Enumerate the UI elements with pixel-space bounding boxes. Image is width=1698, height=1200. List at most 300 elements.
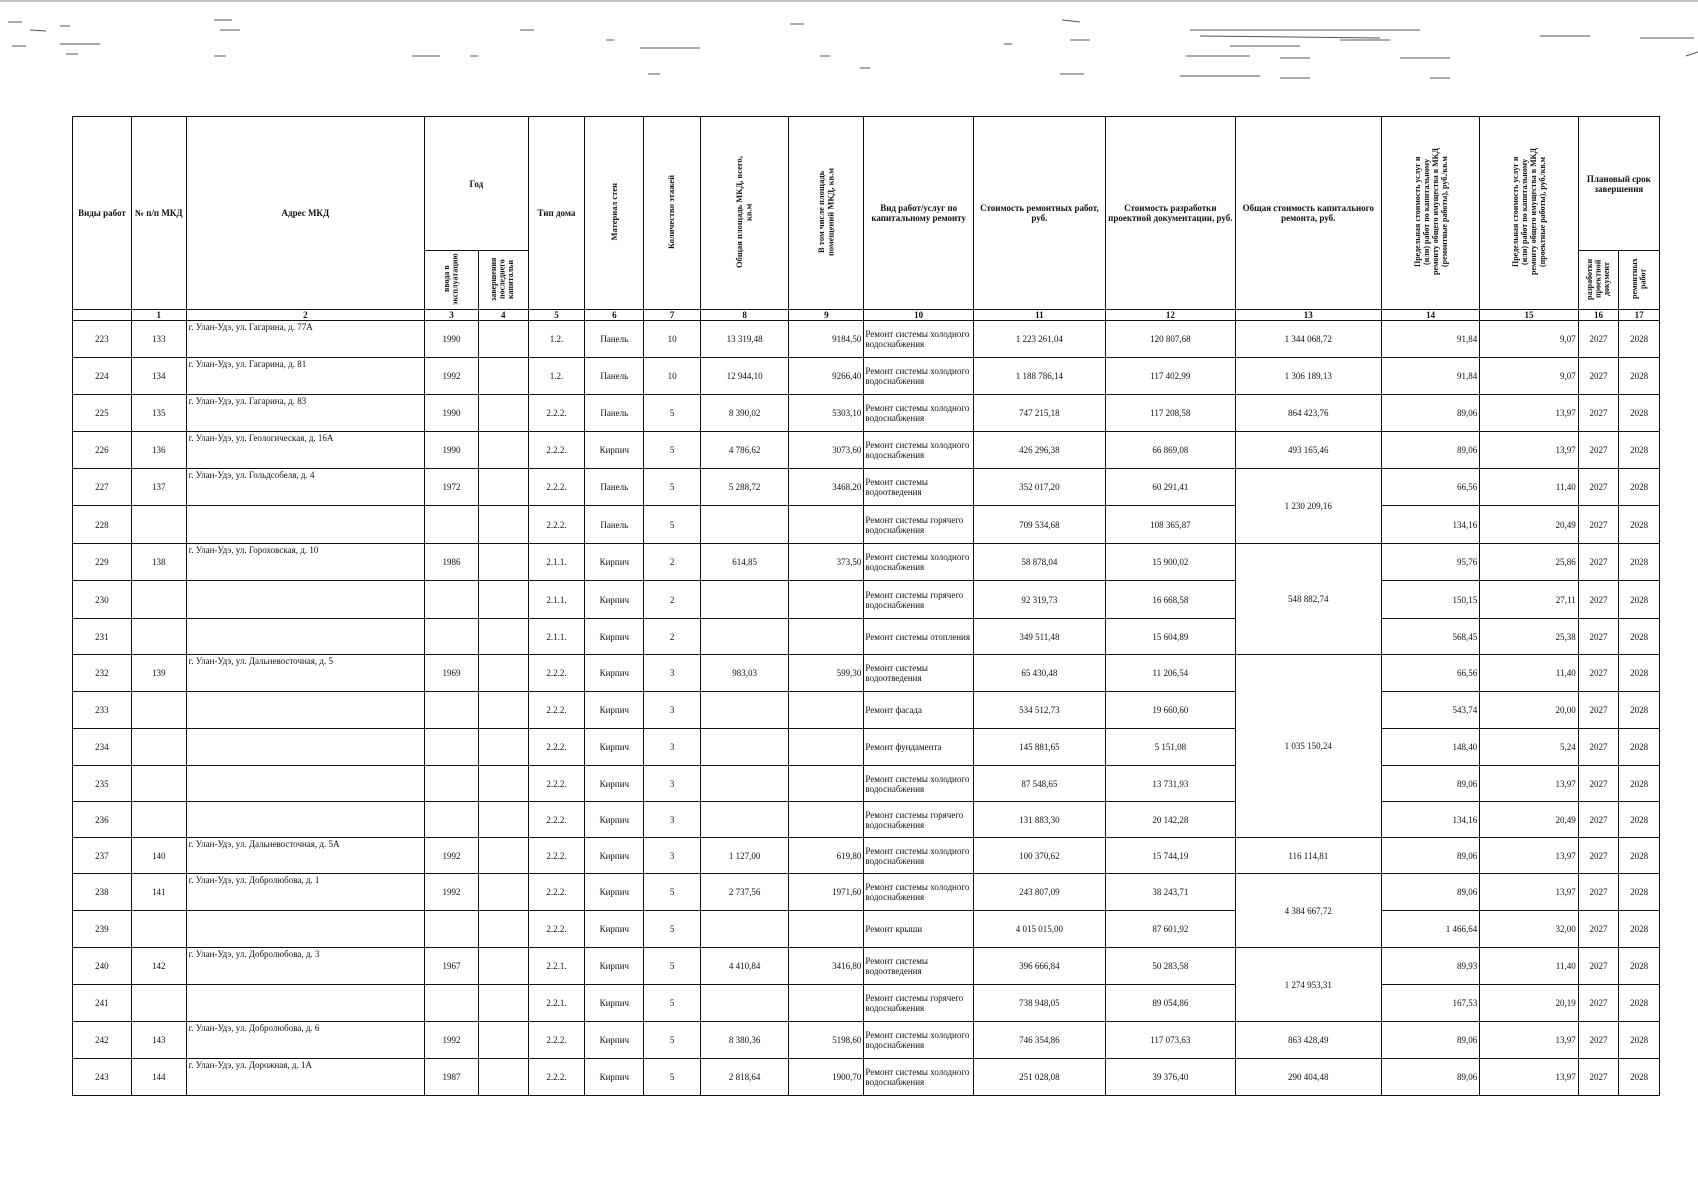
cell-ploshad: 4 410,84 [701,948,789,985]
cell-pred1: 95,76 [1381,544,1479,581]
cell-pred2: 25,38 [1480,619,1578,655]
cell-num-mkd: 135 [131,395,186,432]
column-number: 10 [864,310,974,321]
cell-ploshad: 983,03 [701,655,789,692]
cell-vid-rabot-uslug: Ремонт системы холодного водоснабжения [864,358,974,395]
cell-srok-pd: 2027 [1578,619,1619,655]
cell-vid-rabot-uslug: Ремонт системы водоотведения [864,469,974,506]
cell-tip-doma: 2.2.2. [528,911,585,948]
cell-stoimost-remont: 534 512,73 [973,692,1105,729]
cell-pred2: 20,49 [1480,802,1578,838]
cell-vid-rabot: 231 [73,619,132,655]
cell-obshaya-stoimost: 863 428,49 [1235,1022,1381,1059]
column-number: 7 [644,310,701,321]
cell-ploshad: 5 288,72 [701,469,789,506]
cell-tip-doma: 2.2.2. [528,506,585,544]
cell-tip-doma: 2.2.2. [528,874,585,911]
cell-pred1: 150,15 [1381,581,1479,619]
cell-srok-pd: 2027 [1578,766,1619,802]
cell-material: Кирпич [585,948,644,985]
header-pred1: Предельная стоимость услуг и (или) работ по капитальному ремонту общего имущества в МКД (ремонтные работы), руб./кв.м [1381,117,1479,310]
cell-srok-rem: 2028 [1619,692,1660,729]
cell-stoimost-remont: 92 319,73 [973,581,1105,619]
table-row [73,729,1660,766]
cell-obshaya-stoimost: 548 882,74 [1235,544,1381,655]
cell-ploshad: 614,85 [701,544,789,581]
cell-ploshad [701,985,789,1022]
header-srok-rem: ремонтных работ [1619,251,1660,310]
cell-tip-doma: 2.2.1. [528,985,585,1022]
cell-stoimost-pd: 89 054,86 [1105,985,1235,1022]
cell-pred2: 11,40 [1480,948,1578,985]
cell-material: Кирпич [585,911,644,948]
column-number: 13 [1235,310,1381,321]
cell-stoimost-remont: 426 296,38 [973,432,1105,469]
cell-stoimost-pd: 108 365,87 [1105,506,1235,544]
cell-stoimost-pd: 38 243,71 [1105,874,1235,911]
table-row [73,358,1660,395]
cell-address [186,581,424,619]
header-vid-rabot-uslug: Вид работ/услуг по капитальному ремонту [864,117,974,310]
cell-vid-rabot-uslug: Ремонт системы горячего водоснабжения [864,802,974,838]
cell-address [186,766,424,802]
cell-pred2: 20,49 [1480,506,1578,544]
cell-num-mkd: 136 [131,432,186,469]
repair-table [72,116,1660,1096]
cell-num-mkd: 144 [131,1059,186,1096]
cell-ploshad-zhil: 5303,10 [789,395,864,432]
cell-year-vvoda [425,985,479,1022]
table-row [73,544,1660,581]
cell-tip-doma: 2.2.2. [528,1022,585,1059]
column-number-row [73,310,1660,321]
cell-vid-rabot: 232 [73,655,132,692]
cell-ploshad-zhil [789,506,864,544]
cell-srok-pd: 2027 [1578,506,1619,544]
cell-tip-doma: 2.2.2. [528,692,585,729]
header-year: Год [425,117,529,251]
cell-obshaya-stoimost: 864 423,76 [1235,395,1381,432]
cell-stoimost-remont: 709 534,68 [973,506,1105,544]
cell-srok-pd: 2027 [1578,432,1619,469]
cell-tip-doma: 2.2.2. [528,395,585,432]
cell-year-vvoda: 1987 [425,1059,479,1096]
cell-stoimost-pd: 5 151,08 [1105,729,1235,766]
table-row [73,692,1660,729]
cell-pred2: 13,97 [1480,432,1578,469]
cell-stoimost-remont: 131 883,30 [973,802,1105,838]
cell-year-zaversh [478,911,528,948]
cell-year-zaversh [478,766,528,802]
cell-year-vvoda: 1969 [425,655,479,692]
table-row [73,1022,1660,1059]
cell-srok-rem: 2028 [1619,432,1660,469]
cell-obshaya-stoimost: 1 230 209,16 [1235,469,1381,544]
cell-material: Кирпич [585,838,644,874]
cell-srok-pd: 2027 [1578,581,1619,619]
cell-vid-rabot: 237 [73,838,132,874]
cell-tip-doma: 2.2.2. [528,766,585,802]
cell-pred1: 89,06 [1381,1059,1479,1096]
cell-num-mkd [131,581,186,619]
header-num-mkd: № п/п МКД [131,117,186,310]
cell-stoimost-remont: 251 028,08 [973,1059,1105,1096]
cell-pred2: 13,97 [1480,766,1578,802]
cell-num-mkd [131,692,186,729]
cell-obshaya-stoimost: 493 165,46 [1235,432,1381,469]
cell-vid-rabot: 230 [73,581,132,619]
cell-vid-rabot-uslug: Ремонт системы холодного водоснабжения [864,321,974,358]
cell-year-vvoda: 1990 [425,395,479,432]
cell-stoimost-pd: 120 807,68 [1105,321,1235,358]
cell-srok-pd: 2027 [1578,948,1619,985]
cell-address: г. Улан-Удэ, ул. Гольдсобеля, д. 4 [186,469,424,506]
cell-num-mkd: 142 [131,948,186,985]
cell-srok-rem: 2028 [1619,655,1660,692]
cell-srok-rem: 2028 [1619,948,1660,985]
cell-num-mkd: 139 [131,655,186,692]
header-srok: Плановый срок завершения [1578,117,1659,251]
cell-num-mkd [131,506,186,544]
header-stoimost-remont: Стоимость ремонтных работ, руб. [973,117,1105,310]
cell-pred1: 89,06 [1381,432,1479,469]
cell-stoimost-remont: 243 807,09 [973,874,1105,911]
cell-srok-rem: 2028 [1619,838,1660,874]
cell-ploshad: 8 390,02 [701,395,789,432]
cell-ploshad: 4 786,62 [701,432,789,469]
cell-srok-pd: 2027 [1578,729,1619,766]
cell-etazhey: 5 [644,395,701,432]
cell-etazhey: 5 [644,1022,701,1059]
cell-obshaya-stoimost: 116 114,81 [1235,838,1381,874]
cell-stoimost-remont: 349 511,48 [973,619,1105,655]
table-row [73,911,1660,948]
cell-stoimost-pd: 60 291,41 [1105,469,1235,506]
column-number: 5 [528,310,585,321]
cell-material: Панель [585,469,644,506]
cell-year-zaversh [478,321,528,358]
cell-tip-doma: 2.2.2. [528,1059,585,1096]
cell-ploshad-zhil [789,581,864,619]
cell-etazhey: 5 [644,911,701,948]
cell-ploshad-zhil: 599,30 [789,655,864,692]
cell-ploshad-zhil: 619,80 [789,838,864,874]
header-srok-pd: разработки проектной документ [1578,251,1619,310]
cell-stoimost-pd: 50 283,58 [1105,948,1235,985]
cell-year-zaversh [478,358,528,395]
table-body [73,321,1660,1096]
cell-address: г. Улан-Удэ, ул. Дорожная, д. 1А [186,1059,424,1096]
cell-vid-rabot: 239 [73,911,132,948]
header-stoimost-pd: Стоимость разработки проектной документации, руб. [1105,117,1235,310]
cell-stoimost-pd: 15 900,02 [1105,544,1235,581]
header-row-1 [73,117,1660,251]
cell-year-zaversh [478,544,528,581]
cell-ploshad-zhil: 1971,60 [789,874,864,911]
cell-material: Кирпич [585,1059,644,1096]
cell-ploshad [701,619,789,655]
cell-year-zaversh [478,395,528,432]
cell-tip-doma: 2.2.2. [528,432,585,469]
cell-obshaya-stoimost: 1 035 150,24 [1235,655,1381,838]
cell-srok-pd: 2027 [1578,469,1619,506]
cell-vid-rabot: 241 [73,985,132,1022]
cell-vid-rabot: 228 [73,506,132,544]
cell-address: г. Улан-Удэ, ул. Геологическая, д. 16А [186,432,424,469]
cell-year-vvoda [425,692,479,729]
cell-year-zaversh [478,619,528,655]
cell-vid-rabot-uslug: Ремонт крыши [864,911,974,948]
cell-year-vvoda: 1990 [425,321,479,358]
column-number: 12 [1105,310,1235,321]
header-vid-rabot: Виды работ [73,117,132,310]
cell-tip-doma: 2.2.2. [528,655,585,692]
cell-stoimost-remont: 145 881,65 [973,729,1105,766]
column-number: 11 [973,310,1105,321]
header-material: Материал стен [585,117,644,310]
cell-srok-rem: 2028 [1619,911,1660,948]
cell-tip-doma: 1.2. [528,321,585,358]
cell-pred2: 13,97 [1480,395,1578,432]
cell-year-vvoda: 1992 [425,1022,479,1059]
cell-srok-rem: 2028 [1619,802,1660,838]
cell-ploshad-zhil: 9184,50 [789,321,864,358]
cell-srok-pd: 2027 [1578,358,1619,395]
cell-stoimost-pd: 87 601,92 [1105,911,1235,948]
cell-pred1: 89,06 [1381,874,1479,911]
cell-srok-rem: 2028 [1619,1059,1660,1096]
header-etazhey: Количество этажей [644,117,701,310]
cell-pred1: 148,40 [1381,729,1479,766]
cell-etazhey: 2 [644,581,701,619]
cell-vid-rabot: 226 [73,432,132,469]
cell-material: Панель [585,321,644,358]
cell-num-mkd: 134 [131,358,186,395]
cell-material: Кирпич [585,1022,644,1059]
cell-vid-rabot: 227 [73,469,132,506]
cell-year-zaversh [478,506,528,544]
table-row [73,874,1660,911]
cell-num-mkd: 137 [131,469,186,506]
cell-vid-rabot: 229 [73,544,132,581]
cell-address [186,802,424,838]
cell-tip-doma: 2.1.1. [528,581,585,619]
cell-stoimost-remont: 352 017,20 [973,469,1105,506]
cell-material: Кирпич [585,544,644,581]
cell-vid-rabot-uslug: Ремонт системы горячего водоснабжения [864,581,974,619]
cell-ploshad: 8 380,36 [701,1022,789,1059]
cell-srok-pd: 2027 [1578,802,1619,838]
cell-num-mkd [131,619,186,655]
cell-stoimost-remont: 746 354,86 [973,1022,1105,1059]
cell-pred2: 32,00 [1480,911,1578,948]
table-row [73,581,1660,619]
cell-ploshad: 2 818,64 [701,1059,789,1096]
cell-vid-rabot-uslug: Ремонт системы горячего водоснабжения [864,985,974,1022]
cell-year-vvoda: 1967 [425,948,479,985]
cell-stoimost-remont: 4 015 015,00 [973,911,1105,948]
cell-vid-rabot: 235 [73,766,132,802]
cell-etazhey: 5 [644,874,701,911]
cell-srok-pd: 2027 [1578,911,1619,948]
cell-material: Панель [585,506,644,544]
cell-obshaya-stoimost: 1 306 189,13 [1235,358,1381,395]
cell-ploshad [701,581,789,619]
column-number: 14 [1381,310,1479,321]
cell-ploshad: 12 944,10 [701,358,789,395]
cell-year-zaversh [478,469,528,506]
cell-material: Кирпич [585,802,644,838]
cell-ploshad [701,729,789,766]
cell-pred1: 134,16 [1381,506,1479,544]
header-ploshad-zhil: В том числе площадь помещений МКД, кв.м [789,117,864,310]
cell-vid-rabot: 223 [73,321,132,358]
cell-obshaya-stoimost: 1 274 953,31 [1235,948,1381,1022]
cell-srok-rem: 2028 [1619,581,1660,619]
cell-pred1: 91,84 [1381,358,1479,395]
cell-year-vvoda [425,581,479,619]
column-number: 8 [701,310,789,321]
cell-year-vvoda [425,506,479,544]
cell-ploshad-zhil: 3073,60 [789,432,864,469]
cell-address [186,619,424,655]
cell-address [186,506,424,544]
cell-num-mkd [131,985,186,1022]
cell-pred2: 13,97 [1480,1022,1578,1059]
cell-stoimost-pd: 15 604,89 [1105,619,1235,655]
cell-ploshad-zhil [789,619,864,655]
header-address: Адрес МКД [186,117,424,310]
cell-address: г. Улан-Удэ, ул. Добролюбова, д. 1 [186,874,424,911]
cell-address [186,911,424,948]
cell-pred1: 543,74 [1381,692,1479,729]
cell-stoimost-remont: 100 370,62 [973,838,1105,874]
cell-year-zaversh [478,692,528,729]
cell-num-mkd: 141 [131,874,186,911]
cell-num-mkd [131,729,186,766]
cell-pred2: 13,97 [1480,874,1578,911]
cell-srok-rem: 2028 [1619,766,1660,802]
cell-address: г. Улан-Удэ, ул. Гороховская, д. 10 [186,544,424,581]
cell-num-mkd [131,802,186,838]
cell-material: Кирпич [585,655,644,692]
cell-srok-rem: 2028 [1619,358,1660,395]
cell-etazhey: 5 [644,948,701,985]
cell-obshaya-stoimost: 1 344 068,72 [1235,321,1381,358]
cell-srok-pd: 2027 [1578,544,1619,581]
cell-tip-doma: 2.2.2. [528,838,585,874]
cell-ploshad: 1 127,00 [701,838,789,874]
cell-stoimost-remont: 1 188 786,14 [973,358,1105,395]
cell-vid-rabot-uslug: Ремонт системы холодного водоснабжения [864,1022,974,1059]
cell-ploshad-zhil: 3416,80 [789,948,864,985]
cell-address [186,729,424,766]
cell-stoimost-pd: 117 073,63 [1105,1022,1235,1059]
cell-year-vvoda [425,766,479,802]
cell-etazhey: 5 [644,469,701,506]
cell-pred1: 66,56 [1381,469,1479,506]
header-tip-doma: Тип дома [528,117,585,310]
column-number: 4 [478,310,528,321]
column-number [73,310,132,321]
cell-year-zaversh [478,838,528,874]
cell-vid-rabot-uslug: Ремонт системы холодного водоснабжения [864,432,974,469]
cell-pred1: 134,16 [1381,802,1479,838]
table-row [73,619,1660,655]
cell-num-mkd: 133 [131,321,186,358]
cell-srok-rem: 2028 [1619,506,1660,544]
table-row [73,506,1660,544]
cell-year-zaversh [478,874,528,911]
header-pred2: Предельная стоимость услуг и (или) работ по капитальному ремонту общего имущества в МКД (проектные работы), руб./кв.м [1480,117,1578,310]
cell-vid-rabot: 242 [73,1022,132,1059]
cell-year-zaversh [478,802,528,838]
cell-vid-rabot-uslug: Ремонт системы холодного водоснабжения [864,874,974,911]
column-number: 3 [425,310,479,321]
cell-stoimost-pd: 16 668,58 [1105,581,1235,619]
cell-num-mkd [131,911,186,948]
cell-vid-rabot-uslug: Ремонт фасада [864,692,974,729]
cell-srok-rem: 2028 [1619,395,1660,432]
cell-year-vvoda: 1972 [425,469,479,506]
cell-year-zaversh [478,1059,528,1096]
cell-ploshad [701,911,789,948]
cell-ploshad-zhil [789,911,864,948]
cell-vid-rabot-uslug: Ремонт системы холодного водоснабжения [864,766,974,802]
cell-etazhey: 5 [644,506,701,544]
cell-pred2: 20,00 [1480,692,1578,729]
cell-stoimost-pd: 39 376,40 [1105,1059,1235,1096]
cell-srok-rem: 2028 [1619,729,1660,766]
header-year-zaversh: завершения последнего капитальн [478,251,528,310]
cell-address: г. Улан-Удэ, ул. Добролюбова, д. 3 [186,948,424,985]
cell-etazhey: 3 [644,692,701,729]
cell-pred1: 91,84 [1381,321,1479,358]
cell-vid-rabot-uslug: Ремонт системы отопления [864,619,974,655]
cell-year-zaversh [478,985,528,1022]
cell-stoimost-remont: 1 223 261,04 [973,321,1105,358]
cell-year-zaversh [478,1022,528,1059]
cell-pred2: 9,07 [1480,321,1578,358]
cell-pred1: 89,06 [1381,1022,1479,1059]
cell-srok-pd: 2027 [1578,692,1619,729]
table-row [73,321,1660,358]
cell-material: Кирпич [585,874,644,911]
cell-etazhey: 3 [644,766,701,802]
cell-num-mkd: 143 [131,1022,186,1059]
cell-year-vvoda: 1990 [425,432,479,469]
cell-vid-rabot-uslug: Ремонт системы горячего водоснабжения [864,506,974,544]
cell-srok-rem: 2028 [1619,985,1660,1022]
cell-ploshad-zhil [789,729,864,766]
cell-pred1: 89,06 [1381,838,1479,874]
cell-material: Кирпич [585,692,644,729]
cell-num-mkd: 138 [131,544,186,581]
cell-address: г. Улан-Удэ, ул. Дальневосточная, д. 5 [186,655,424,692]
cell-etazhey: 5 [644,432,701,469]
cell-tip-doma: 1.2. [528,358,585,395]
cell-srok-pd: 2027 [1578,985,1619,1022]
cell-stoimost-pd: 15 744,19 [1105,838,1235,874]
cell-pred1: 89,93 [1381,948,1479,985]
cell-material: Кирпич [585,432,644,469]
cell-stoimost-pd: 117 208,58 [1105,395,1235,432]
cell-tip-doma: 2.2.2. [528,802,585,838]
table-row [73,655,1660,692]
cell-pred2: 11,40 [1480,655,1578,692]
cell-stoimost-pd: 117 402,99 [1105,358,1235,395]
cell-address [186,692,424,729]
